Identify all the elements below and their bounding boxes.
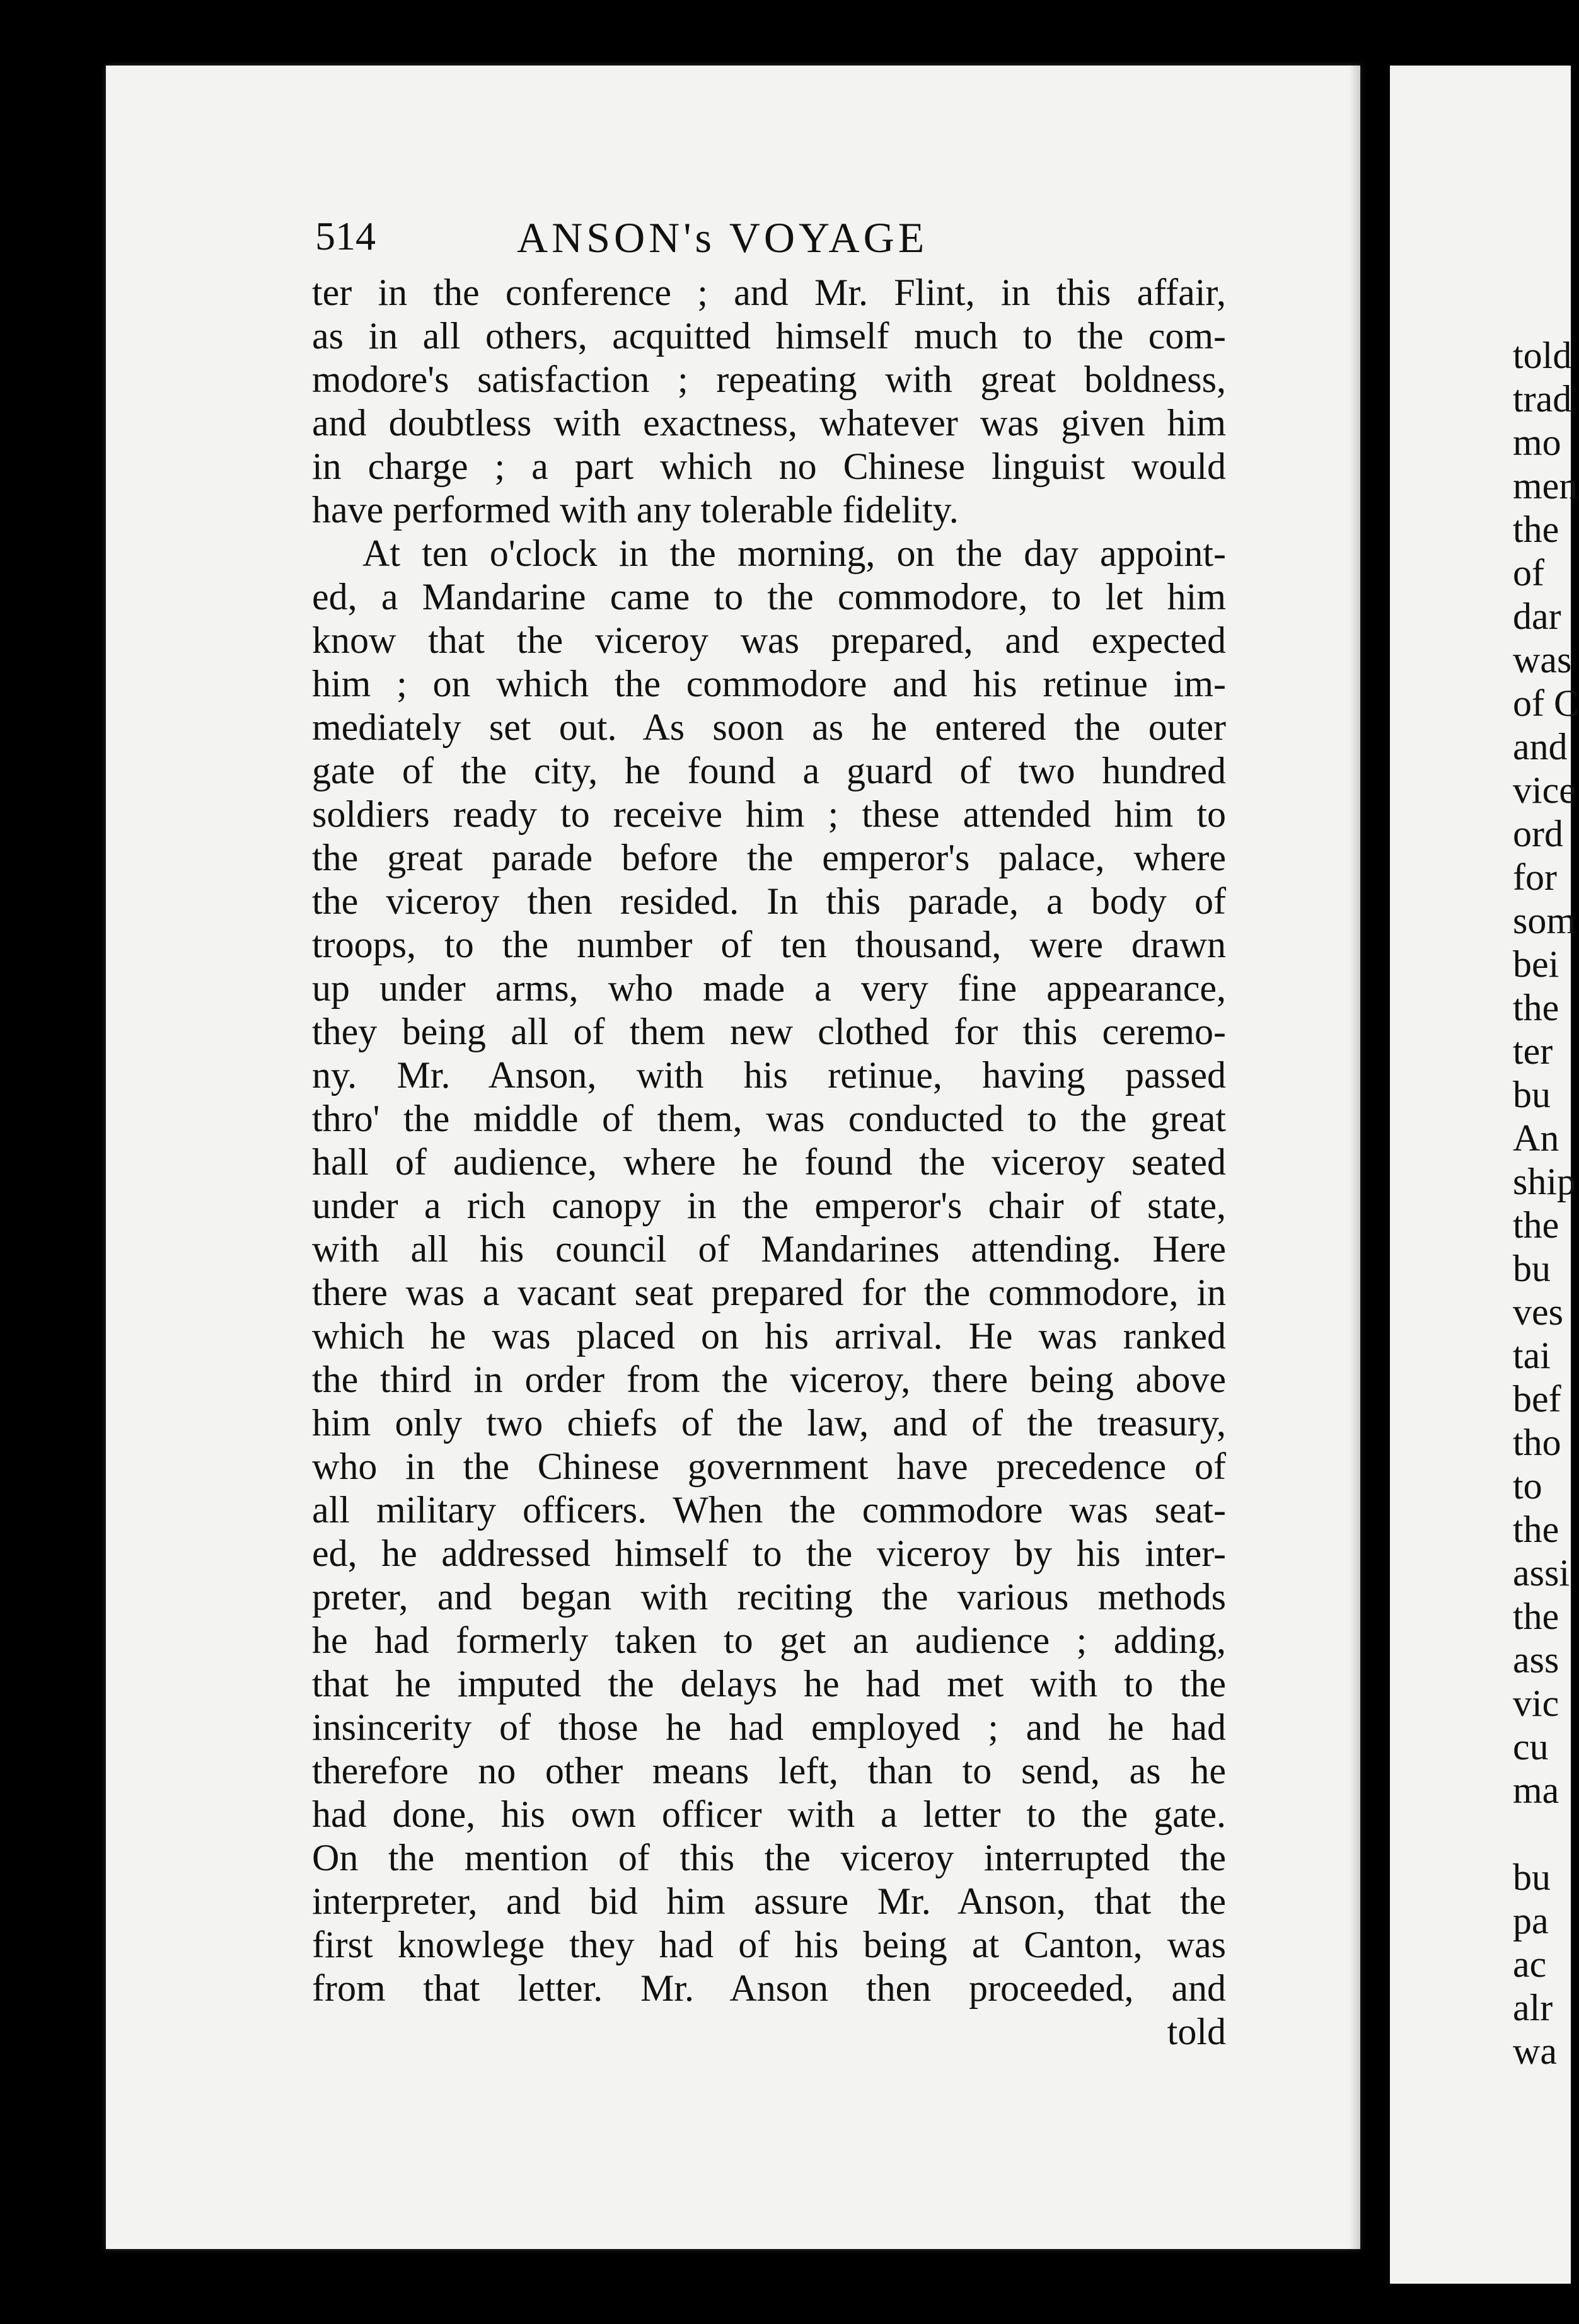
text-line: the third in order from the viceroy, there being above [312,1359,1226,1400]
facing-line: ass [1513,1639,1559,1681]
facing-line: som [1513,900,1576,941]
text-line: who in the Chinese government have precedence of [312,1446,1226,1487]
facing-line: bu [1513,1248,1551,1289]
text-line: under a rich canopy in the emperor's chair of state, [312,1185,1226,1226]
facing-line: the [1513,1204,1559,1246]
facing-line: mo [1513,422,1561,463]
text-line: had done, his own officer with a letter to the gate. [312,1793,1226,1835]
text-line: gate of the city, he found a guard of two hundred [312,750,1226,791]
facing-line: wa [1513,2030,1557,2072]
text-line: preter, and began with reciting the various methods [312,1576,1226,1618]
facing-line: An [1513,1117,1559,1159]
text-line: with all his council of Mandarines attending. Here [312,1228,1226,1270]
text-line: ed, a Mandarine came to the commodore, to let him [312,576,1226,618]
facing-line: for [1513,856,1557,898]
catchword: told [1167,2011,1226,2052]
facing-line: assi [1513,1552,1570,1594]
text-line: therefore no other means left, than to send, as he [312,1750,1226,1792]
facing-line: bu [1513,1856,1551,1898]
text-line: and doubtless with exactness, whatever was given him [312,402,1226,444]
gutter-shadow [1349,66,1393,2249]
facing-line: ord [1513,813,1563,854]
facing-page-text [1513,334,1579,2073]
facing-line: was [1513,639,1572,681]
text-line: all military officers. When the commodore was seat- [312,1489,1226,1531]
facing-line: the [1513,509,1559,550]
text-line: he had formerly taken to get an audience ; adding, [312,1619,1226,1661]
facing-line: ma [1513,1769,1559,1811]
facing-line: ves [1513,1291,1563,1333]
text-line: as in all others, acquitted himself much to the com- [312,315,1226,357]
text-line: ed, he addressed himself to the viceroy by his inter- [312,1533,1226,1574]
text-line: first knowlege they had of his being at Canton, was [312,1924,1226,1965]
facing-line: ac [1513,1943,1547,1985]
facing-line: pa [1513,1900,1549,1941]
facing-line: men [1513,465,1578,507]
facing-line: alr [1513,1987,1553,2028]
text-line: modore's satisfaction ; repeating with great boldness, [312,359,1226,400]
text-line: mediately set out. As soon as he entered the outer [312,706,1226,748]
text-line: the viceroy then resided. In this parade, a body of [312,880,1226,922]
text-line: On the mention of this the viceroy interrupted the [312,1837,1226,1878]
facing-line: the [1513,987,1559,1028]
text-line: him only two chiefs of the law, and of the treasury, [312,1402,1226,1444]
body-text [312,271,1226,2054]
facing-line: ter [1513,1030,1553,1072]
text-line: ter in the conference ; and Mr. Flint, in this affair, [312,272,1226,313]
text-line: in charge ; a part which no Chinese linguist would [312,446,1226,487]
facing-line: the [1513,1509,1559,1550]
text-line: interpreter, and bid him assure Mr. Anson, that the [312,1880,1226,1922]
text-line: ny. Mr. Anson, with his retinue, having passed [312,1054,1226,1096]
facing-line: dar [1513,595,1561,637]
page-number: 514 [315,214,376,258]
facing-line [1513,1812,1579,1856]
facing-line: vic [1513,1683,1559,1724]
text-line: the great parade before the emperor's palace, where [312,837,1226,878]
facing-line: trad [1513,378,1572,420]
facing-line: tai [1513,1335,1551,1376]
running-head [315,213,1223,276]
facing-line: told [1513,335,1572,376]
facing-line: cu [1513,1726,1549,1768]
facing-line: bei [1513,943,1559,985]
text-line: thro' the middle of them, was conducted to the great [312,1098,1226,1139]
facing-line: and [1513,726,1568,768]
facing-line: bu [1513,1074,1551,1115]
text-line: up under arms, who made a very fine appearance, [312,967,1226,1009]
facing-line: tho [1513,1422,1561,1463]
text-line: hall of audience, where he found the viceroy seated [312,1141,1226,1183]
text-line: there was a vacant seat prepared for the commodore, in [312,1272,1226,1313]
text-line: soldiers ready to receive him ; these attended him to [312,793,1226,835]
text-line: At ten o'clock in the morning, on the day appoint- [362,532,1226,574]
text-line: they being all of them new clothed for this ceremo- [312,1011,1226,1052]
facing-line: to [1513,1465,1542,1507]
facing-line: vice [1513,769,1576,811]
text-line: have performed with any tolerable fidelity. [312,489,959,531]
text-line: which he was placed on his arrival. He was ranked [312,1315,1226,1357]
facing-line: bef [1513,1378,1561,1420]
text-line: troops, to the number of ten thousand, were drawn [312,924,1226,965]
text-line: insincerity of those he had employed ; and he had [312,1706,1226,1748]
facing-line: of C [1513,682,1579,724]
text-line: that he imputed the delays he had met with to the [312,1663,1226,1705]
text-line: him ; on which the commodore and his retinue im- [312,663,1226,705]
facing-line: of [1513,552,1544,594]
facing-line: ship [1513,1161,1576,1202]
running-title: ANSON's VOYAGE [517,214,928,262]
text-line: know that the viceroy was prepared, and expected [312,619,1226,661]
facing-line: the [1513,1596,1559,1637]
text-line: from that letter. Mr. Anson then proceeded, and [312,1967,1226,2009]
